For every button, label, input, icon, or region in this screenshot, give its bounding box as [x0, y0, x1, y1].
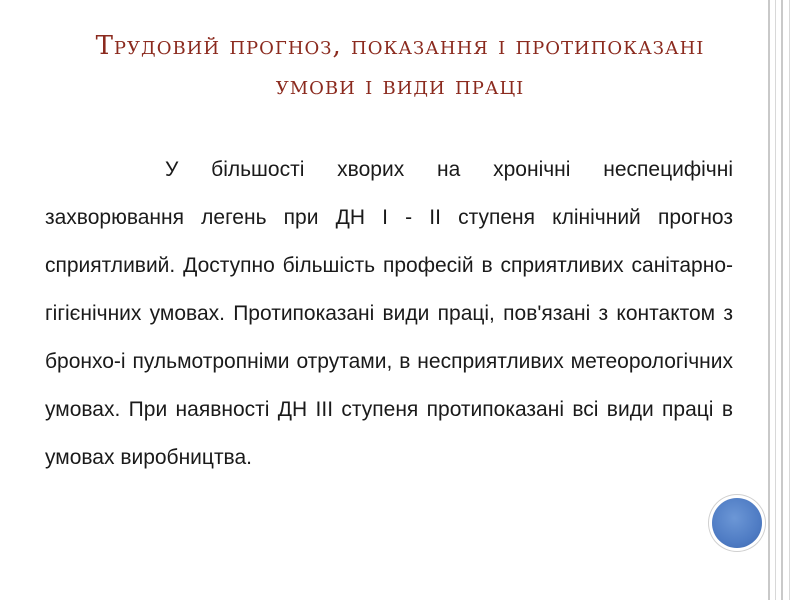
decorative-rule — [775, 0, 776, 600]
slide-body-text: У більшості хворих на хронічні неспецифічні захворювання легень при ДН І - ІІ ступеня клінічний прогноз сприятливий. Доступно більшість професій в сприятливих санітарно-гігієнічних умовах. Протипоказані види праці, пов'язані з контактом з бронхо-і пульмотропніми отрутами, в несприятливих метеорологічних умовах. При наявності ДН ІІІ ступеня протипоказані всі види праці в умовах виробництва. — [45, 158, 733, 469]
decorative-rule — [789, 0, 790, 600]
slide-title — [40, 26, 760, 106]
slide-title-line2: умови і види праці — [275, 71, 525, 101]
decorative-circle-icon — [712, 498, 762, 548]
decorative-rule — [768, 0, 770, 600]
decorative-rule — [781, 0, 783, 600]
slide-title-line1: Трудовий прогноз, показання і протипоказані — [95, 31, 705, 61]
